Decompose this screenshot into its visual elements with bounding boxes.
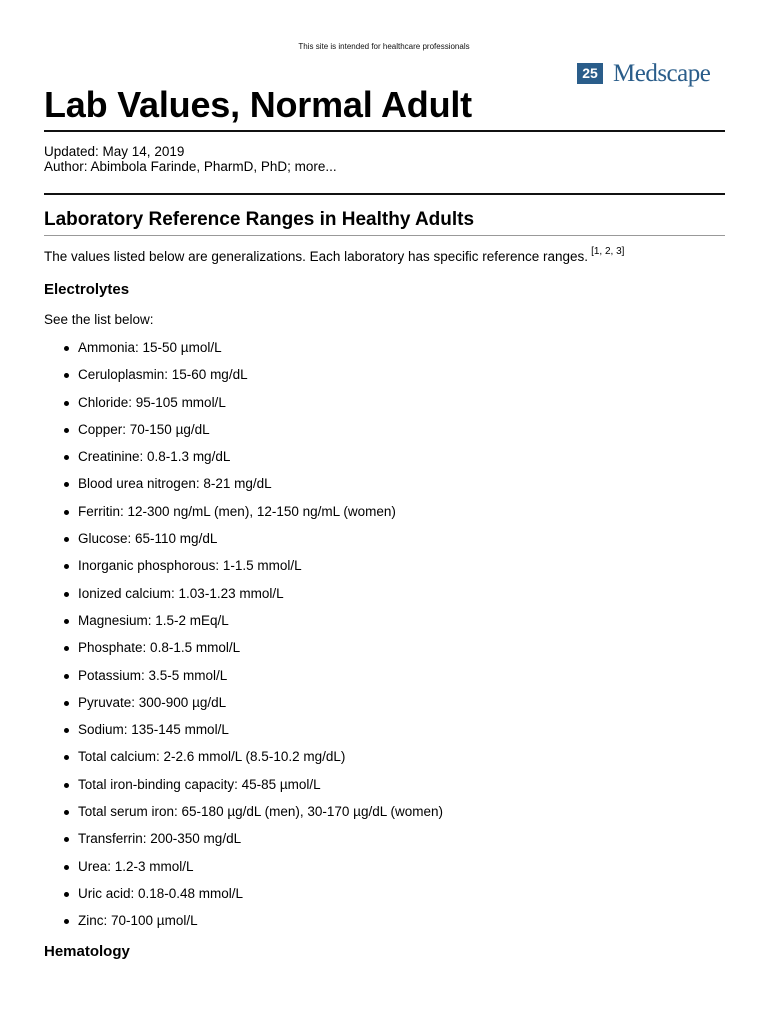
logo-badge: 25 <box>577 63 603 84</box>
meta-divider <box>44 193 725 195</box>
list-item: Magnesium: 1.5-2 mEq/L <box>44 612 443 639</box>
healthcare-notice: This site is intended for healthcare professionals <box>298 42 470 51</box>
list-item: Pyruvate: 300-900 µg/dL <box>44 694 443 721</box>
list-item: Potassium: 3.5-5 mmol/L <box>44 667 443 694</box>
section-divider <box>44 235 725 236</box>
updated-date: Updated: May 14, 2019 <box>44 144 185 159</box>
list-item: Copper: 70-150 µg/dL <box>44 421 443 448</box>
title-divider <box>44 130 725 132</box>
list-item: Total calcium: 2-2.6 mmol/L (8.5-10.2 mg/dL) <box>44 748 443 775</box>
list-item: Transferrin: 200-350 mg/dL <box>44 830 443 857</box>
list-item: Uric acid: 0.18-0.48 mmol/L <box>44 885 443 912</box>
author-line[interactable]: Author: Abimbola Farinde, PharmD, PhD; more... <box>44 159 337 174</box>
list-item: Sodium: 135-145 mmol/L <box>44 721 443 748</box>
list-item: Phosphate: 0.8-1.5 mmol/L <box>44 639 443 666</box>
list-item: Urea: 1.2-3 mmol/L <box>44 858 443 885</box>
list-item: Zinc: 70-100 µmol/L <box>44 912 443 939</box>
electrolytes-list <box>44 339 443 940</box>
list-item: Creatinine: 0.8-1.3 mg/dL <box>44 448 443 475</box>
list-item: Total serum iron: 65-180 µg/dL (men), 30-170 µg/dL (women) <box>44 803 443 830</box>
intro-text: The values listed below are generalizations. Each laboratory has specific reference ranges. <box>44 249 589 264</box>
page-title: Lab Values, Normal Adult <box>44 84 472 125</box>
list-item: Ceruloplasmin: 15-60 mg/dL <box>44 366 443 393</box>
list-item: Chloride: 95-105 mmol/L <box>44 394 443 421</box>
list-item: Ferritin: 12-300 ng/mL (men), 12-150 ng/mL (women) <box>44 503 443 530</box>
list-item: Ionized calcium: 1.03-1.23 mmol/L <box>44 585 443 612</box>
logo-wordmark: Medscape <box>613 59 711 87</box>
list-item: Blood urea nitrogen: 8-21 mg/dL <box>44 475 443 502</box>
section-intro <box>44 246 625 264</box>
list-item: Inorganic phosphorous: 1-1.5 mmol/L <box>44 557 443 584</box>
electrolytes-lead: See the list below: <box>44 312 154 327</box>
hematology-heading: Hematology <box>44 943 130 960</box>
medscape-logo[interactable] <box>577 59 710 87</box>
reference-links[interactable]: [1, 2, 3] <box>591 246 625 257</box>
list-item: Glucose: 65-110 mg/dL <box>44 530 443 557</box>
electrolytes-heading: Electrolytes <box>44 281 130 298</box>
list-item: Ammonia: 15-50 µmol/L <box>44 339 443 366</box>
list-item: Total iron-binding capacity: 45-85 µmol/L <box>44 776 443 803</box>
section-heading: Laboratory Reference Ranges in Healthy Adults <box>44 209 475 230</box>
article-meta <box>44 144 337 174</box>
